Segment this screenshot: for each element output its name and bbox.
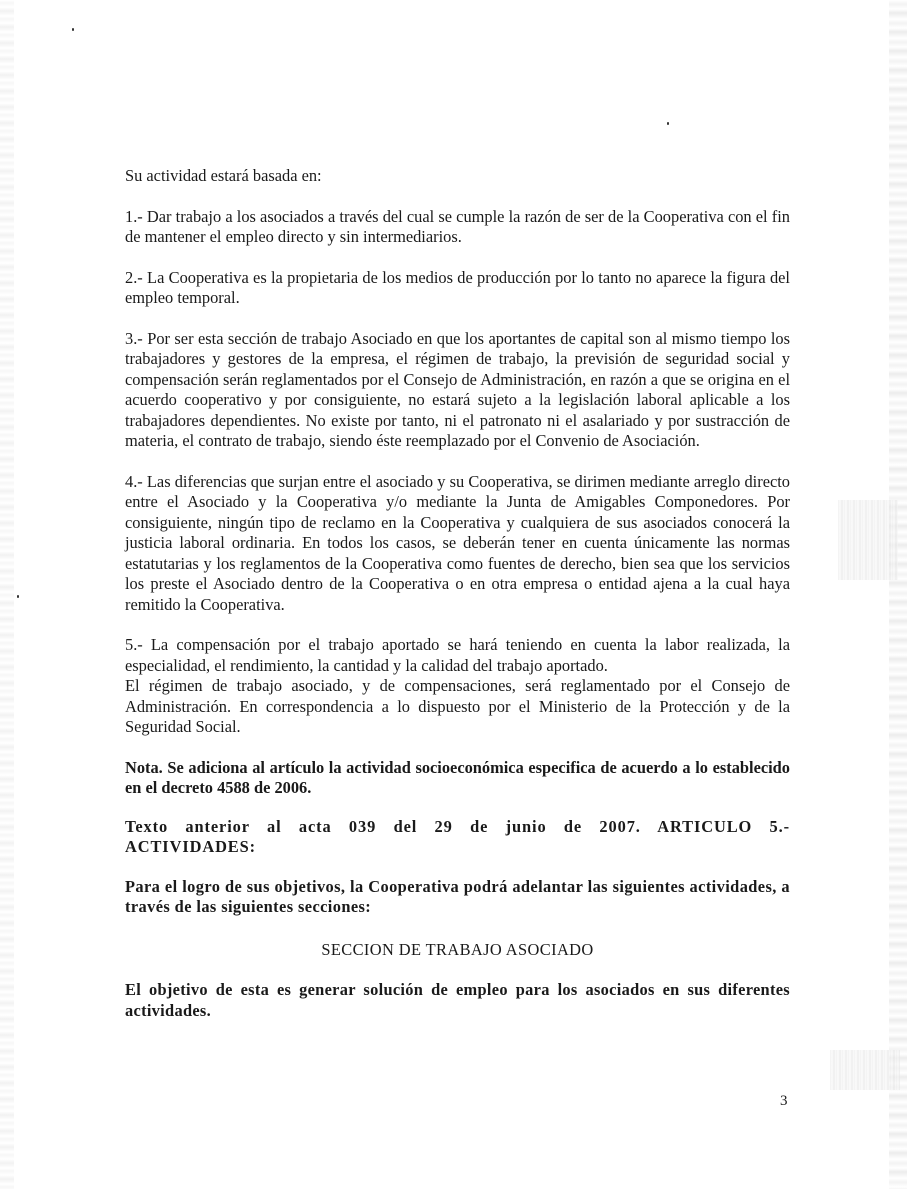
note-paragraph: Nota. Se adiciona al artículo la actividad socioeconómica especifica de acuerdo a lo establecido en el decreto 4588 de 2006. xyxy=(125,757,790,797)
scan-edge-right xyxy=(889,0,907,1189)
page-number: 3 xyxy=(780,1093,788,1109)
list-item-1: 1.- Dar trabajo a los asociados a través del cual se cumple la razón de ser de la Cooperativa con el fin de mantener el empleo directo y sin intermediarios. xyxy=(125,206,790,246)
scan-smudge xyxy=(838,500,898,580)
list-item-3: 3.- Por ser esta sección de trabajo Asociado en que los aportantes de capital son al mismo tiempo los trabajadores y gestores de la empresa, el régimen de trabajo, la previsión de seguridad social y compensación serán reglamentados por el Consejo de Administración, en razón a que se origina en el acuerdo cooperativo y por consiguiente, no estará sujeto a la legislación laboral aplicable a los trabajadores dependientes. No existe por tanto, ni el patronato ni el asalariado y por sustracción de materia, el contrato de trabajo, siendo éste reemplazado por el Convenio de Asociación. xyxy=(125,328,790,450)
list-item-5: 5.- La compensación por el trabajo aportado se hará teniendo en cuenta la labor realizada, la especialidad, el rendimiento, la cantidad y la calidad del trabajo aportado. xyxy=(125,635,790,675)
scan-speck xyxy=(72,28,74,31)
objectives-paragraph: Para el logro de sus objetivos, la Cooperativa podrá adelantar las siguientes actividades, a través de las siguientes secciones: xyxy=(125,876,790,916)
scan-smudge xyxy=(830,1050,900,1090)
section-objective: El objetivo de esta es generar solución de empleo para los asociados en sus diferentes actividades. xyxy=(125,980,790,1020)
list-item-2: 2.- La Cooperativa es la propietaria de los medios de producción por lo tanto no aparece la figura del empleo temporal. xyxy=(125,267,790,307)
scan-edge-left xyxy=(0,0,14,1189)
list-item-5-continuation: El régimen de trabajo asociado, y de compensaciones, será reglamentado por el Consejo de Administración. En correspondencia a lo dispuesto por el Ministerio de la Protección y de la Seguridad Social. xyxy=(125,676,790,736)
intro-paragraph: Su actividad estará basada en: xyxy=(125,166,322,185)
section-heading: SECCION DE TRABAJO ASOCIADO xyxy=(321,939,594,959)
scan-speck xyxy=(667,122,669,125)
list-item-4: 4.- Las diferencias que surjan entre el asociado y su Cooperativa, se dirimen mediante arreglo directo entre el Asociado y la Cooperativa y/o mediante la Junta de Amigables Componedores. Por consiguiente, ningún tipo de reclamo en la Cooperativa y cualquiera de sus asociados conocerá la justicia laboral ordinaria. En todos los casos, se deberán tener en cuenta únicamente las normas estatutarias y los reglamentos de la Cooperativa como fuentes de derecho, bien sea que los servicios los preste el Asociado dentro de la Cooperativa o en otra empresa o entidad ajena a la cual haya remitido la Cooperativa. xyxy=(125,471,790,614)
scan-speck xyxy=(17,595,19,598)
previous-text-heading: Texto anterior al acta 039 del 29 de junio de 2007. ARTICULO 5.- ACTIVIDADES: xyxy=(125,816,790,856)
document-body xyxy=(125,166,790,1021)
